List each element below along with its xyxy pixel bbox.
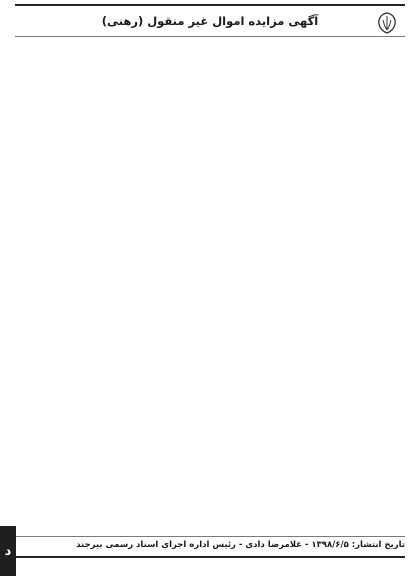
notice-header	[15, 10, 405, 37]
notice-body	[17, 38, 403, 529]
page-stamp-text: د	[4, 543, 12, 559]
top-border	[15, 4, 405, 6]
state-emblem-icon	[373, 11, 401, 35]
notice-title: آگهی مزایده اموال غیر منقول (رهنی)	[101, 14, 319, 28]
page-stamp	[0, 526, 16, 576]
publication-footer: تاریخ انتشار: ۱۳۹۸/۶/۵ - غلامرضا دادی - رئیس اداره اجرای اسناد رسمی بیرجند	[15, 536, 405, 556]
bottom-border	[15, 556, 405, 558]
legal-notice	[15, 4, 405, 570]
